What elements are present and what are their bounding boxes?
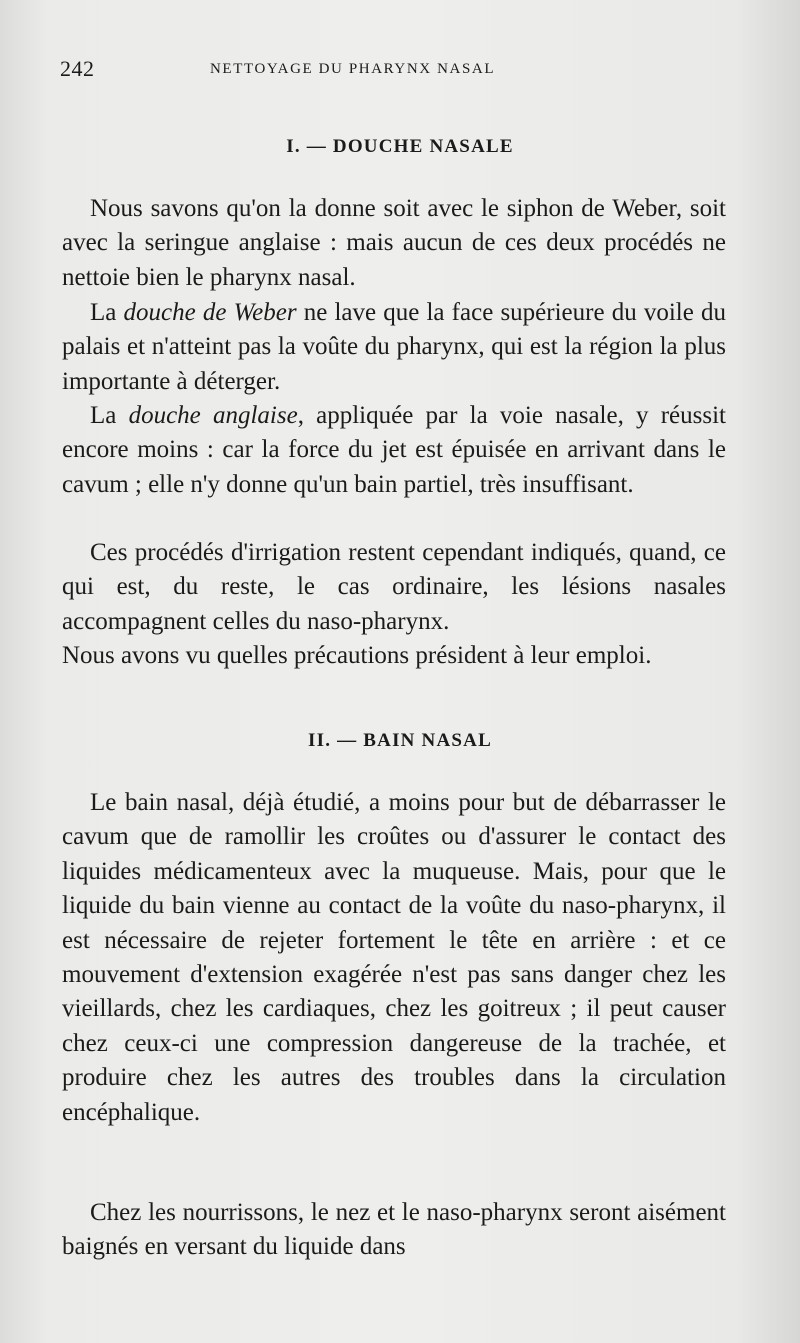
italic-term: douche de Weber — [123, 299, 297, 326]
paragraph-text: Nous avons vu quelles précautions président à leur emploi. — [62, 642, 652, 669]
page-header — [60, 56, 740, 92]
paragraph — [62, 786, 726, 1130]
page-number: 242 — [60, 56, 95, 81]
section-title-bain-nasal: II. — BAIN NASAL — [308, 730, 492, 751]
section-title-douche-nasale: I. — DOUCHE NASALE — [286, 136, 514, 157]
paragraph — [62, 296, 726, 399]
paragraph — [62, 192, 726, 295]
paragraph-text: ne lave que la face supérieure du voile du palais et n'atteint pas la voûte du pharynx, qui est la région la plus importante à déterger. — [62, 299, 726, 395]
paragraph — [62, 399, 726, 502]
paragraph-text: Nous savons qu'on la donne soit avec le siphon de Weber, soit avec la seringue anglaise : mais aucun de ces deux procédés ne nettoie bien le pharynx nasal. — [62, 195, 726, 291]
paragraph — [62, 1196, 726, 1265]
running-head: NETTOYAGE DU PHARYNX NASAL — [210, 61, 496, 77]
paragraph-lead: La — [90, 402, 129, 429]
paragraph-text: Chez les nourrissons, le nez et le naso-pharynx seront aisément baignés en versant du liquide dans — [62, 1199, 726, 1261]
paragraph-text: Le bain nasal, déjà étudié, a moins pour but de débarrasser le cavum que de ramollir les croûtes ou d'assurer le contact des liquides médicamenteux avec la muqueuse. Mais, pour que le liquide du bain vienne au contact de la voûte du naso-pharynx, il est nécessaire de rejeter fortement le tête en arrière : et ce mouvement d'extension exagérée n'est pas sans danger chez les vieillards, chez les cardiaques, chez les goitreux ; il peut causer chez ceux-ci une compression dangereuse de la trachée, et produire chez les autres des troubles dans la circulation encéphalique. — [62, 789, 726, 1126]
paragraph-text: , appliquée par la voie nasale, y réussit encore moins : car la force du jet est épuisée en arrivant dans le cavum ; elle n'y donne qu'un bain partiel, très insuffisant. — [62, 402, 726, 498]
paragraph — [62, 536, 726, 639]
italic-term: douche anglaise — [128, 402, 298, 429]
paragraph — [62, 639, 726, 673]
paragraph-text: Ces procédés d'irrigation restent cependant indiqués, quand, ce qui est, du reste, le cas ordinaire, les lésions nasales accompagnent celles du naso-pharynx. — [62, 539, 726, 635]
paragraph-lead: La — [90, 299, 124, 326]
